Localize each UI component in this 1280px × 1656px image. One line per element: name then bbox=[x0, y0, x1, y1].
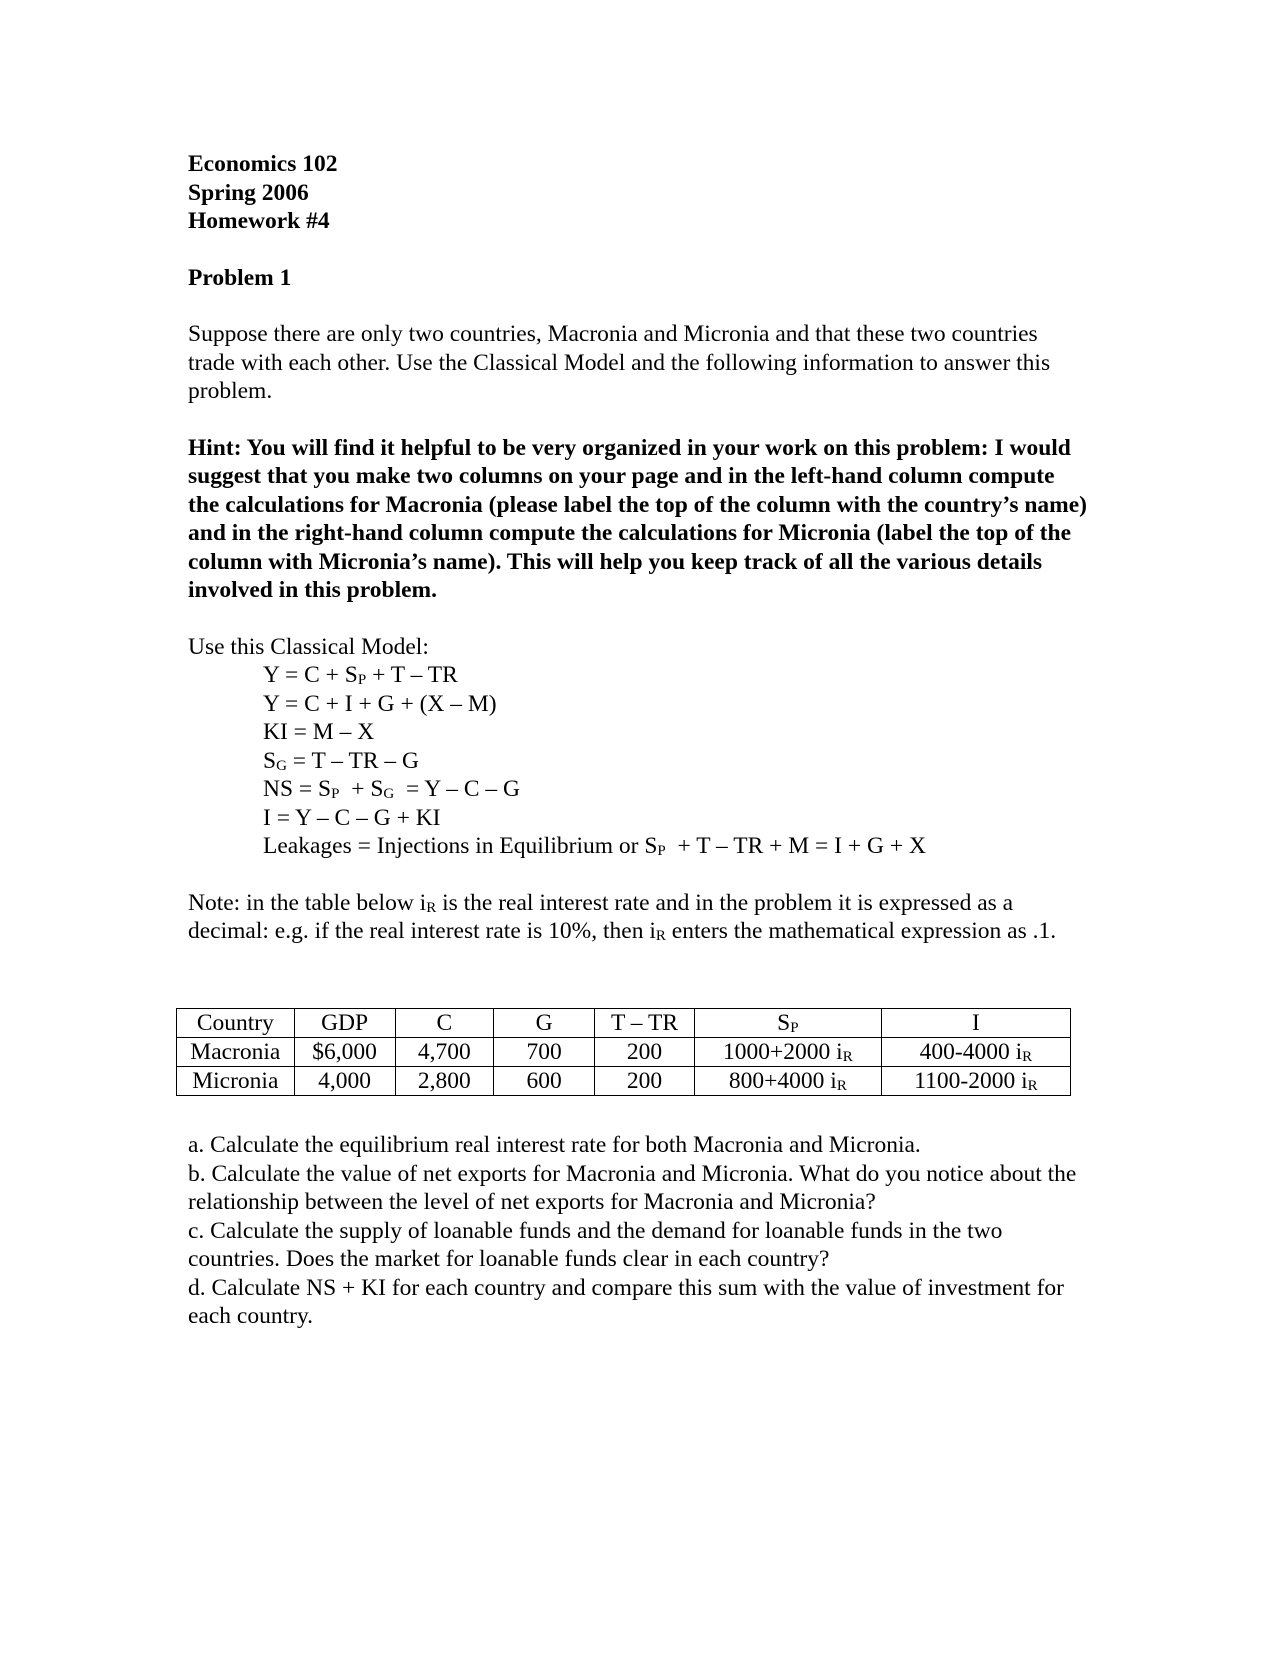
eq-sub: P bbox=[331, 786, 340, 802]
header-cell: Country bbox=[177, 1009, 295, 1038]
table-header-row bbox=[177, 1009, 1071, 1038]
country-cell: Micronia bbox=[177, 1067, 295, 1096]
note-text: is the real interest rate and in the problem it is expressed as a decimal: e.g. if the real interest rate is 10%, then i bbox=[188, 889, 1014, 944]
sp-sub: R bbox=[842, 1049, 853, 1065]
header-cell: I bbox=[881, 1009, 1070, 1038]
i-sub: R bbox=[1027, 1078, 1038, 1094]
i-text: 1100-2000 i bbox=[914, 1068, 1028, 1094]
c-cell: 4,700 bbox=[395, 1038, 494, 1067]
eq-sub: G bbox=[383, 786, 395, 802]
t-tr-cell: 200 bbox=[595, 1067, 695, 1096]
country-cell: Macronia bbox=[177, 1038, 295, 1067]
data-table bbox=[176, 1008, 1071, 1096]
header-cell: T – TR bbox=[595, 1009, 695, 1038]
equation: I = Y – C – G + KI bbox=[263, 804, 441, 831]
note-paragraph bbox=[188, 889, 1088, 946]
note-sub: R bbox=[655, 928, 666, 944]
sp-cell bbox=[694, 1067, 881, 1096]
question-list bbox=[188, 1131, 1088, 1331]
eq-text: Y = C + S bbox=[263, 662, 358, 688]
g-cell: 700 bbox=[494, 1038, 595, 1067]
equation bbox=[263, 775, 1088, 804]
eq-sub: P bbox=[357, 672, 367, 688]
equation bbox=[263, 832, 1088, 861]
sp-text: 800+4000 i bbox=[728, 1068, 837, 1094]
question-c: c. Calculate the supply of loanable funds and the demand for loanable funds in the two countries. Does the market for loanable funds clear in each country? bbox=[188, 1217, 1003, 1272]
sp-text: 1000+2000 i bbox=[723, 1039, 843, 1065]
course-title: Economics 102 bbox=[188, 151, 338, 177]
header-cell: GDP bbox=[294, 1009, 395, 1038]
eq-text: S bbox=[263, 747, 277, 774]
gdp-cell: 4,000 bbox=[294, 1067, 395, 1096]
intro-paragraph: Suppose there are only two countries, Macronia and Micronia and that these two countries trade with each other. Use the Classical Model and the following information to answer this problem. bbox=[188, 321, 1051, 404]
sp-sub: R bbox=[836, 1078, 847, 1094]
g-cell: 600 bbox=[494, 1067, 595, 1096]
header-sub: P bbox=[790, 1020, 799, 1036]
question-a: a. Calculate the equilibrium real interest rate for both Macronia and Micronia. bbox=[188, 1132, 921, 1158]
problem-title: Problem 1 bbox=[188, 264, 292, 291]
equation bbox=[263, 661, 1088, 690]
i-sub: R bbox=[1022, 1049, 1033, 1065]
eq-text: + T – TR bbox=[366, 662, 458, 688]
eq-text: NS = S bbox=[263, 776, 332, 802]
i-cell bbox=[881, 1067, 1070, 1096]
document-page bbox=[188, 150, 1088, 1329]
note-text: Note: in the table below i bbox=[188, 889, 427, 916]
eq-text: + T – TR + M = I + G + X bbox=[665, 833, 926, 859]
eq-sub: P bbox=[657, 843, 666, 859]
question-b: b. Calculate the value of net exports for Macronia and Micronia. What do you notice about the relationship between the level of net exports for Macronia and Micronia? bbox=[188, 1160, 1077, 1215]
eq-text: + S bbox=[339, 776, 384, 802]
t-tr-cell: 200 bbox=[595, 1038, 695, 1067]
header-text: S bbox=[777, 1010, 791, 1036]
equation-list bbox=[188, 661, 1088, 861]
i-cell bbox=[881, 1038, 1070, 1067]
eq-sub: G bbox=[276, 757, 287, 774]
table-row bbox=[177, 1067, 1071, 1096]
term: Spring 2006 bbox=[188, 179, 309, 206]
assignment-title: Homework #4 bbox=[188, 208, 330, 234]
equation bbox=[263, 747, 1088, 776]
eq-text: Leakages = Injections in Equilibrium or S bbox=[263, 833, 658, 859]
hint-paragraph: Hint: You will find it helpful to be very organized in your work on this problem: I would suggest that you make two columns on your page and in the left-hand column compute the calculations for Macronia (please label the top of the column with the country’s name) and in the right-hand column compute the calculations for Micronia (label the top of the column with Micronia’s name). This will help you keep track of all the various details involved in this problem. bbox=[188, 434, 1088, 603]
equation: Y = C + I + G + (X – M) bbox=[263, 690, 497, 717]
i-text: 400-4000 i bbox=[919, 1039, 1023, 1065]
c-cell: 2,800 bbox=[395, 1067, 494, 1096]
equation: KI = M – X bbox=[263, 719, 375, 745]
header-cell: C bbox=[395, 1009, 494, 1038]
header-cell: G bbox=[494, 1009, 595, 1038]
document-header bbox=[188, 150, 1088, 236]
eq-text: = T – TR – G bbox=[286, 747, 420, 774]
question-d: d. Calculate NS + KI for each country and compare this sum with the value of investment for each country. bbox=[188, 1274, 1064, 1329]
header-cell bbox=[694, 1009, 881, 1038]
table-row bbox=[177, 1038, 1071, 1067]
gdp-cell: $6,000 bbox=[294, 1038, 395, 1067]
model-title: Use this Classical Model: bbox=[188, 633, 429, 660]
eq-text: = Y – C – G bbox=[394, 776, 521, 802]
sp-cell bbox=[694, 1038, 881, 1067]
note-text: enters the mathematical expression as .1. bbox=[665, 918, 1057, 944]
note-sub: R bbox=[426, 899, 437, 916]
